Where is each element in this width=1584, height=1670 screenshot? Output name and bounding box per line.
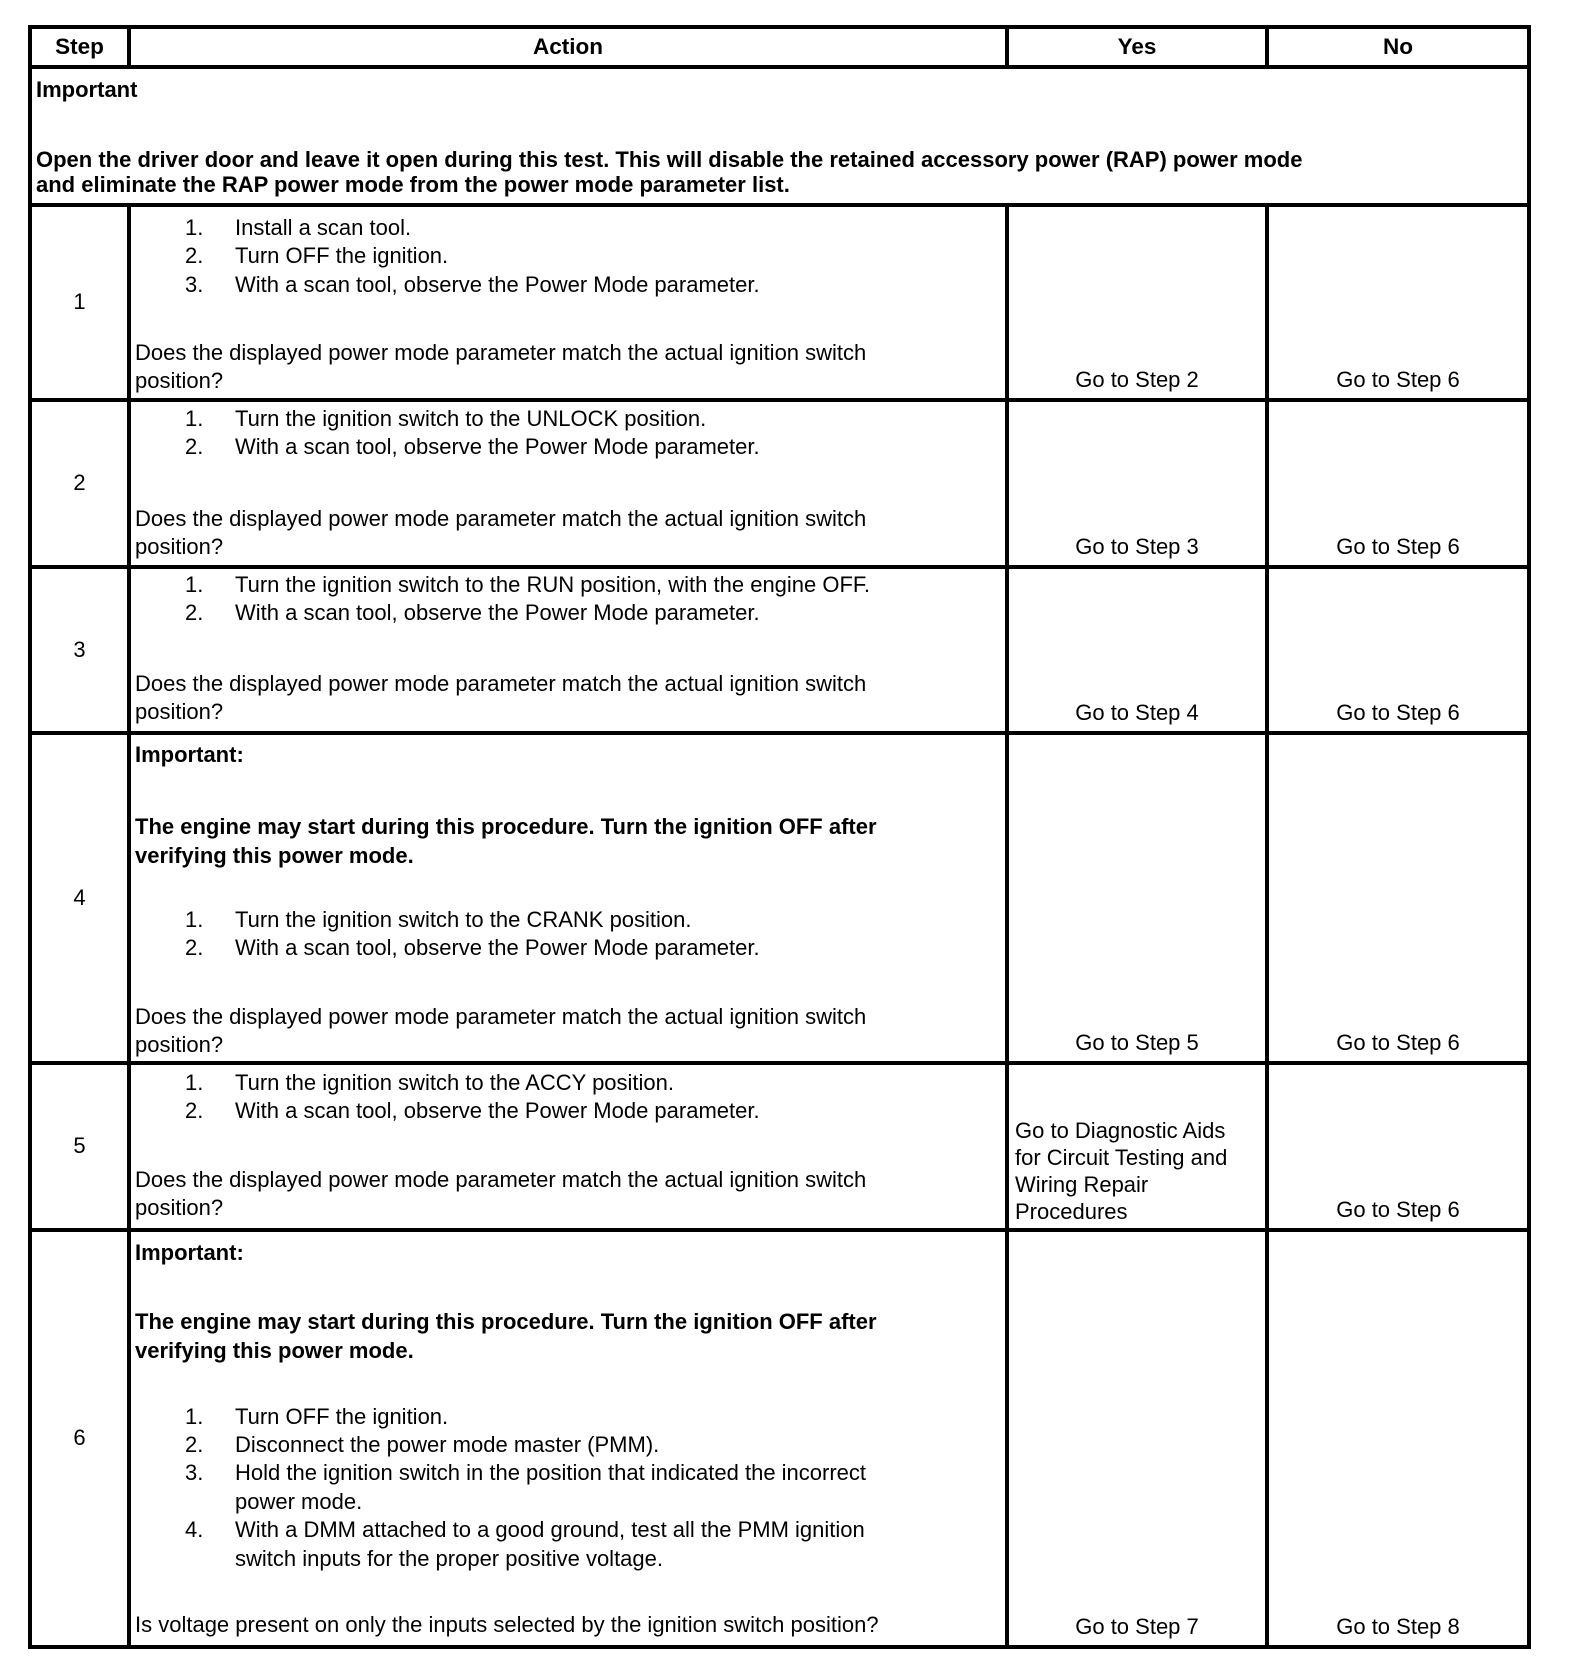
- question-line1: Does the displayed power mode parameter match the actual ignition switch: [135, 340, 867, 365]
- item-number: 1.: [185, 1070, 204, 1095]
- item-number: 1.: [185, 907, 204, 932]
- question-line1: Does the displayed power mode parameter match the actual ignition switch: [135, 1167, 867, 1192]
- yes-result-text[interactable]: Go to Step 4: [1075, 700, 1199, 726]
- no-result-text[interactable]: Go to Step 6: [1336, 534, 1460, 560]
- action-item: Turn the ignition switch to the ACCY position.: [235, 1070, 675, 1095]
- action-item: Turn the ignition switch to the UNLOCK position.: [235, 406, 707, 431]
- important-text-line1: The engine may start during this procedure. Turn the ignition OFF after: [135, 1309, 877, 1334]
- yes-result[interactable]: [1009, 735, 1265, 1061]
- yes-result[interactable]: [1009, 1232, 1265, 1645]
- item-number: 1.: [185, 1404, 204, 1429]
- action-item: Turn the ignition switch to the RUN position, with the engine OFF.: [235, 572, 871, 597]
- action-item-continued: power mode.: [235, 1489, 363, 1514]
- item-number: 2.: [185, 935, 204, 960]
- action-item: With a scan tool, observe the Power Mode parameter.: [235, 1098, 760, 1123]
- important-text-line2: verifying this power mode.: [135, 1338, 414, 1363]
- item-number: 3.: [185, 272, 204, 297]
- no-result[interactable]: [1269, 402, 1527, 565]
- header-yes: Yes: [1117, 33, 1157, 59]
- action-item: With a scan tool, observe the Power Mode parameter.: [235, 272, 760, 297]
- item-number: 2.: [185, 243, 204, 268]
- no-result[interactable]: [1269, 207, 1527, 398]
- item-number: 4.: [185, 1517, 204, 1542]
- no-result-text[interactable]: Go to Step 6: [1336, 1197, 1460, 1223]
- step-number: 6: [73, 1425, 86, 1451]
- action-item: Turn OFF the ignition.: [235, 1404, 449, 1429]
- item-number: 1.: [185, 406, 204, 431]
- item-number: 2.: [185, 434, 204, 459]
- column-divider: [127, 203, 131, 1649]
- yes-result[interactable]: [1009, 1065, 1265, 1228]
- yes-result-text[interactable]: Go to Step 5: [1075, 1030, 1199, 1056]
- no-result-text[interactable]: Go to Step 8: [1336, 1614, 1460, 1640]
- header-action: Action: [533, 33, 603, 59]
- item-number: 1.: [185, 215, 204, 240]
- step-number: 5: [73, 1133, 86, 1159]
- question-line2: position?: [135, 368, 224, 393]
- action-item: With a scan tool, observe the Power Mode parameter.: [235, 434, 760, 459]
- no-result-text[interactable]: Go to Step 6: [1336, 700, 1460, 726]
- action-item: Turn the ignition switch to the CRANK position.: [235, 907, 692, 932]
- action-item: Turn OFF the ignition.: [235, 243, 449, 268]
- no-result-text[interactable]: Go to Step 6: [1336, 1030, 1460, 1056]
- question-line1: Does the displayed power mode parameter match the actual ignition switch: [135, 506, 867, 531]
- item-number: 3.: [185, 1460, 204, 1485]
- no-result[interactable]: [1269, 1065, 1527, 1228]
- action-item: With a scan tool, observe the Power Mode parameter.: [235, 935, 760, 960]
- yes-result[interactable]: [1009, 569, 1265, 731]
- yes-result-text[interactable]: Go to Step 3: [1075, 534, 1199, 560]
- yes-result-line[interactable]: Go to Diagnostic Aids: [1015, 1118, 1226, 1143]
- important-text-line2: and eliminate the RAP power mode from the power mode parameter list.: [36, 172, 790, 197]
- important-text-line1: The engine may start during this procedure. Turn the ignition OFF after: [135, 814, 877, 839]
- question-line2: position?: [135, 1032, 224, 1057]
- row-divider: [28, 65, 1531, 69]
- important-title: Important:: [135, 742, 244, 767]
- header-step: Step: [55, 33, 104, 59]
- no-result[interactable]: [1269, 1232, 1527, 1645]
- no-result-text[interactable]: Go to Step 6: [1336, 367, 1460, 393]
- action-item: With a DMM attached to a good ground, test all the PMM ignition: [235, 1517, 865, 1542]
- action-item-continued: switch inputs for the proper positive voltage.: [235, 1546, 664, 1571]
- step-number: 4: [73, 884, 86, 910]
- important-title: Important:: [135, 1240, 244, 1265]
- no-result[interactable]: [1269, 735, 1527, 1061]
- question-line: Is voltage present on only the inputs selected by the ignition switch position?: [135, 1612, 879, 1637]
- yes-result-text[interactable]: Go to Step 7: [1075, 1614, 1199, 1640]
- action-item: Disconnect the power mode master (PMM).: [235, 1432, 660, 1457]
- item-number: 1.: [185, 572, 204, 597]
- step-number: 1: [73, 289, 86, 315]
- item-number: 2.: [185, 1098, 204, 1123]
- yes-result[interactable]: [1009, 207, 1265, 398]
- action-item: With a scan tool, observe the Power Mode parameter.: [235, 600, 760, 625]
- item-number: 2.: [185, 1432, 204, 1457]
- yes-result[interactable]: [1009, 402, 1265, 565]
- yes-result-text[interactable]: Go to Step 2: [1075, 367, 1199, 393]
- action-item: Hold the ignition switch in the position that indicated the incorrect: [235, 1460, 867, 1485]
- step-number: 3: [73, 636, 86, 662]
- important-text-line1: Open the driver door and leave it open during this test. This will disable the retained accessory power (RAP) power mode: [36, 147, 1303, 172]
- action-item: Install a scan tool.: [235, 215, 412, 240]
- step-number: 2: [73, 470, 86, 496]
- item-number: 2.: [185, 600, 204, 625]
- question-line1: Does the displayed power mode parameter match the actual ignition switch: [135, 671, 867, 696]
- question-line2: position?: [135, 1195, 224, 1220]
- yes-result-line[interactable]: for Circuit Testing and: [1015, 1145, 1228, 1170]
- important-title: Important: [36, 77, 138, 102]
- question-line2: position?: [135, 699, 224, 724]
- no-result[interactable]: [1269, 569, 1527, 731]
- important-text-line2: verifying this power mode.: [135, 843, 414, 868]
- yes-result-line[interactable]: Wiring Repair: [1015, 1172, 1149, 1197]
- header-no: No: [1383, 33, 1413, 59]
- question-line1: Does the displayed power mode parameter match the actual ignition switch: [135, 1004, 867, 1029]
- yes-result-line[interactable]: Procedures: [1015, 1199, 1128, 1224]
- question-line2: position?: [135, 534, 224, 559]
